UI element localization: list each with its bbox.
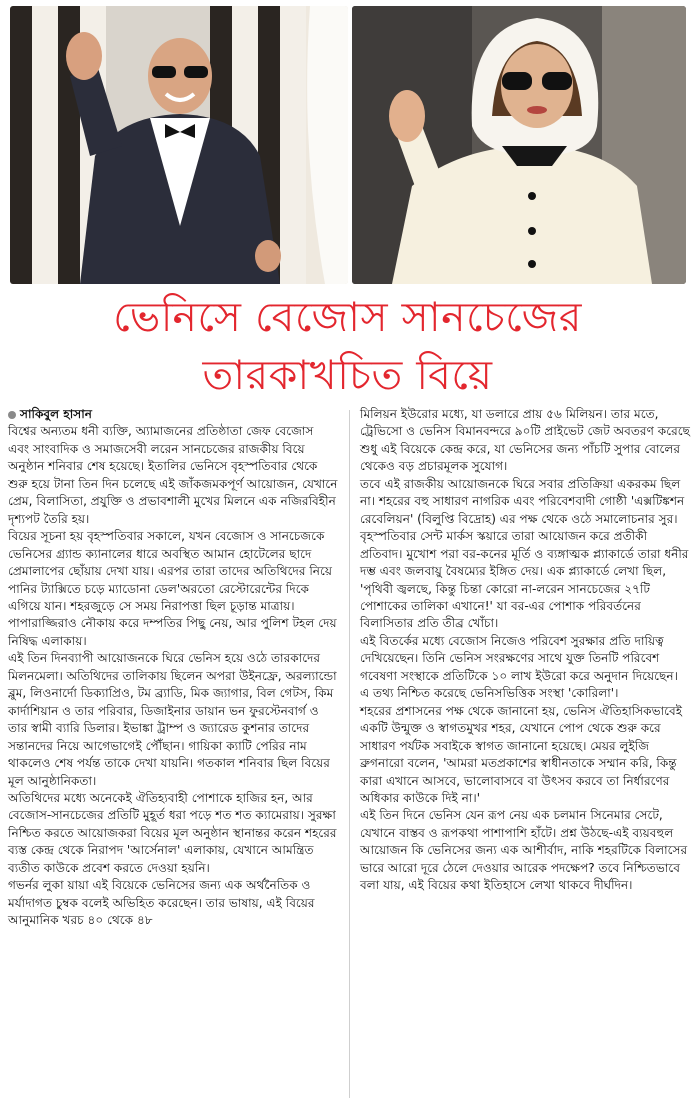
headline-line-2: তারকাখচিত বিয়ে xyxy=(202,351,493,399)
article-column-left xyxy=(8,406,338,930)
paragraph: এই তিন দিনব্যাপী আয়োজনকে ঘিরে ভেনিস হয়ে ওঠে তারকাদের মিলনমেলা। অতিথিদের তালিকায় ছিলেন অপরা উইনফ্রে, অরল্যান্ডো ব্লুম, লিওনার্দো ডিক্যাপ্রিও, টম ব্র্যাডি, মিক জ্যাগার, বিল গেটস, কিম কার্দাশিয়ান ও তার পরিবার, ডিজাইনার ডায়ান ভন ফুরস্টেনবার্গ ও তার স্বামী ব্যারি ডিলার। ইভাঙ্কা ট্রাম্প ও জ্যারেড কুশনার তাদের সন্তানদের নিয়ে আগেভাগেই পৌঁছান। গায়িকা ক্যাটি পেরির নাম থাকলেও শেষ পর্যন্ত তাকে দেখা যায়নি। গতকাল শনিবার ছিল বিয়ের মূল আনুষ্ঠানিকতা। xyxy=(8,651,337,788)
paragraph: এই বিতর্কের মধ্যে বেজোস নিজেও পরিবেশ সুরক্ষার প্রতি দায়িত্ব দেখিয়েছেন। তিনি ভেনিস সংরক্ষণের সাথে যুক্ত তিনটি পরিবেশ গবেষণা সংস্থাকে প্রতিটিকে ১০ লাখ ইউরো করে অনুদান দিয়েছেন। এ তথ্য নিশ্চিত করেছে ভেনিসভিত্তিক সংস্থা 'কোরিলা'। xyxy=(360,633,678,701)
byline-author: সাকিবুল হাসান xyxy=(20,407,92,421)
headline-line-1: ভেনিসে বেজোস সানচেজের xyxy=(113,293,582,341)
article-column-right xyxy=(360,406,690,895)
byline-bullet-icon xyxy=(8,411,16,419)
groom-photo-illustration xyxy=(10,6,348,284)
paragraph: মিলিয়ন ইউরোর মধ্যে, যা ডলারে প্রায় ৫৬ মিলিয়ন। তার মতে, ট্রেভিসো ও ভেনিস বিমানবন্দরে ৯০টি প্রাইভেট জেট অবতরণ করেছে শুধু এই বিয়েকে কেন্দ্র করে, যা ভেনিসের জন্য পাঁচটি সুপার বোলের থেকেও বড় প্রচারমূলক সুযোগ। xyxy=(360,407,690,474)
headline xyxy=(0,288,695,404)
paragraph: বিশ্বের অন্যতম ধনী ব্যক্তি, অ্যামাজনের প্রতিষ্ঠাতা জেফ বেজোস এবং সাংবাদিক ও সমাজসেবী লরেন সানচেজের রাজকীয় বিয়ে অনুষ্ঠান শনিবার শেষ হয়েছে। ইতালির ভেনিসে বৃহস্পতিবার থেকে শুরু হয়ে টানা তিন দিন চলেছে এই জাঁকজমকপূর্ণ আয়োজন, যেখানে প্রেম, বিলাসিতা, প্রযুক্তি ও প্রভাবশালী মুখের মিলনে এক নজিরবিহীন দৃশ্যপট তৈরি হয়। xyxy=(8,424,338,526)
paragraph: গভর্নর লুকা য়ায়া এই বিয়েকে ভেনিসের জন্য এক অর্থনৈতিক ও মর্যাদাগত চুম্বক বলেই অভিহিত করেছেন। তার ভাষায়, এই বিয়ের আনুমানিক খরচ ৪০ থেকে ৪৮ xyxy=(8,878,315,928)
paragraph: শহরের প্রশাসনের পক্ষ থেকে জানানো হয়, ভেনিস ঐতিহাসিকভাবেই একটি উন্মুক্ত ও স্বাগতমুখর শহর, যেখানে পোপ থেকে শুরু করে সাধারণ পর্যটক সবাইকে স্বাগত জানানো হয়েছে। মেয়র লুইজি ব্রুগনারো বলেন, 'আমরা মতপ্রকাশের স্বাধীনতাকে সম্মান করি, কিন্তু কারা এখানে আসবে, ভালোবাসবে বা উৎসব করবে তা নির্ধারণের অধিকার কাউকে দিই না।' xyxy=(360,703,683,805)
paragraph: এই তিন দিনে ভেনিস যেন রূপ নেয় এক চলমান সিনেমার সেটে, যেখানে বাস্তব ও রূপকথা পাশাপাশি হাঁটে। প্রশ্ন উঠছে-এই ব্যয়বহুল আয়োজন কি ভেনিসের জন্য এক আশীর্বাদ, নাকি শহরটিকে বিলাসের ভারে আরো দূরে ঠেলে দেওয়ার আরেক পদক্ষেপ? তবে নিশ্চিতভাবে বলা যায়, এই বিয়ের কথা ইতিহাসে লেখা থাকবে দীর্ঘদিন। xyxy=(360,808,688,893)
paragraph: অতিথিদের মধ্যে অনেকেই ঐতিহ্যবাহী পোশাকে হাজির হন, আর বেজোস-সানচেজের প্রতিটি মুহূর্ত ধরা পড়ে শত শত ক্যামেরায়। সুরক্ষা নিশ্চিত করতে আয়োজকরা বিয়ের মূল অনুষ্ঠান স্থানান্তর করেন শহরের ব্যস্ত কেন্দ্র থেকে নিরাপদ 'আর্সেনাল' এলাকায়, যেখানে আমন্ত্রিত ব্যতীত কাউকে প্রবেশ করতে দেওয়া হয়নি। xyxy=(8,790,337,875)
paragraph: বিয়ের সূচনা হয় বৃহস্পতিবার সকালে, যখন বেজোস ও সানচেজকে ভেনিসের গ্র্যান্ড ক্যানালের ধারে অবস্থিত আমান হোটেলের ছাদে প্রেমালাপের ছোঁয়ায় দেখা যায়। এরপর তারা তাদের অতিথিদের নিয়ে পানির ট্যাক্সিতে চড়ে ম্যাডোনা ডেল'অরতো রেস্টোরেন্টের দিকে এগিয়ে যান। শহরজুড়ে সে সময় নিরাপত্তা ছিল চূড়ান্ত মাত্রায়। পাপারাজ্জিরাও নৌকায় করে দম্পতির পিছু নেয়, আর পুলিশ টহল দেয় নিষিদ্ধ এলাকায়। xyxy=(8,529,337,648)
photo-groom-waving xyxy=(10,6,348,284)
column-divider xyxy=(349,410,350,1098)
bride-photo-illustration xyxy=(352,6,686,284)
photo-bride-waving xyxy=(352,6,686,284)
byline xyxy=(8,406,338,423)
paragraph: তবে এই রাজকীয় আয়োজনকে ঘিরে সবার প্রতিক্রিয়া একরকম ছিল না। শহরের বহু সাধারণ নাগরিক এবং পরিবেশবাদী গোষ্ঠী 'এক্সটিঙ্কশন রেবেলিয়ন' (বিলুপ্তি বিদ্রোহ) এর পক্ষ থেকে ওঠে সমালোচনার সুর। বৃহস্পতিবার সেন্ট মার্কস স্কয়ারে তারা আয়োজন করে প্রতীকী প্রতিবাদ। মুখোশ পরা বর-কনের মূর্তি ও ব্যঙ্গাত্মক প্ল্যাকার্ডে তারা ধনীর দম্ভ এবং জলবায়ু বৈষম্যের ইঙ্গিত দেয়। এক প্ল্যাকার্ডে লেখা ছিল, 'পৃথিবী জ্বলছে, কিন্তু চিন্তা কোরো না-লরেন সানচেজের ২৭টি পোশাকের তালিকা এখানে!' যা বর-এর পোশাক পরিবর্তনের বিলাসিতার প্রতি তীব্র খোঁচা। xyxy=(360,476,689,631)
